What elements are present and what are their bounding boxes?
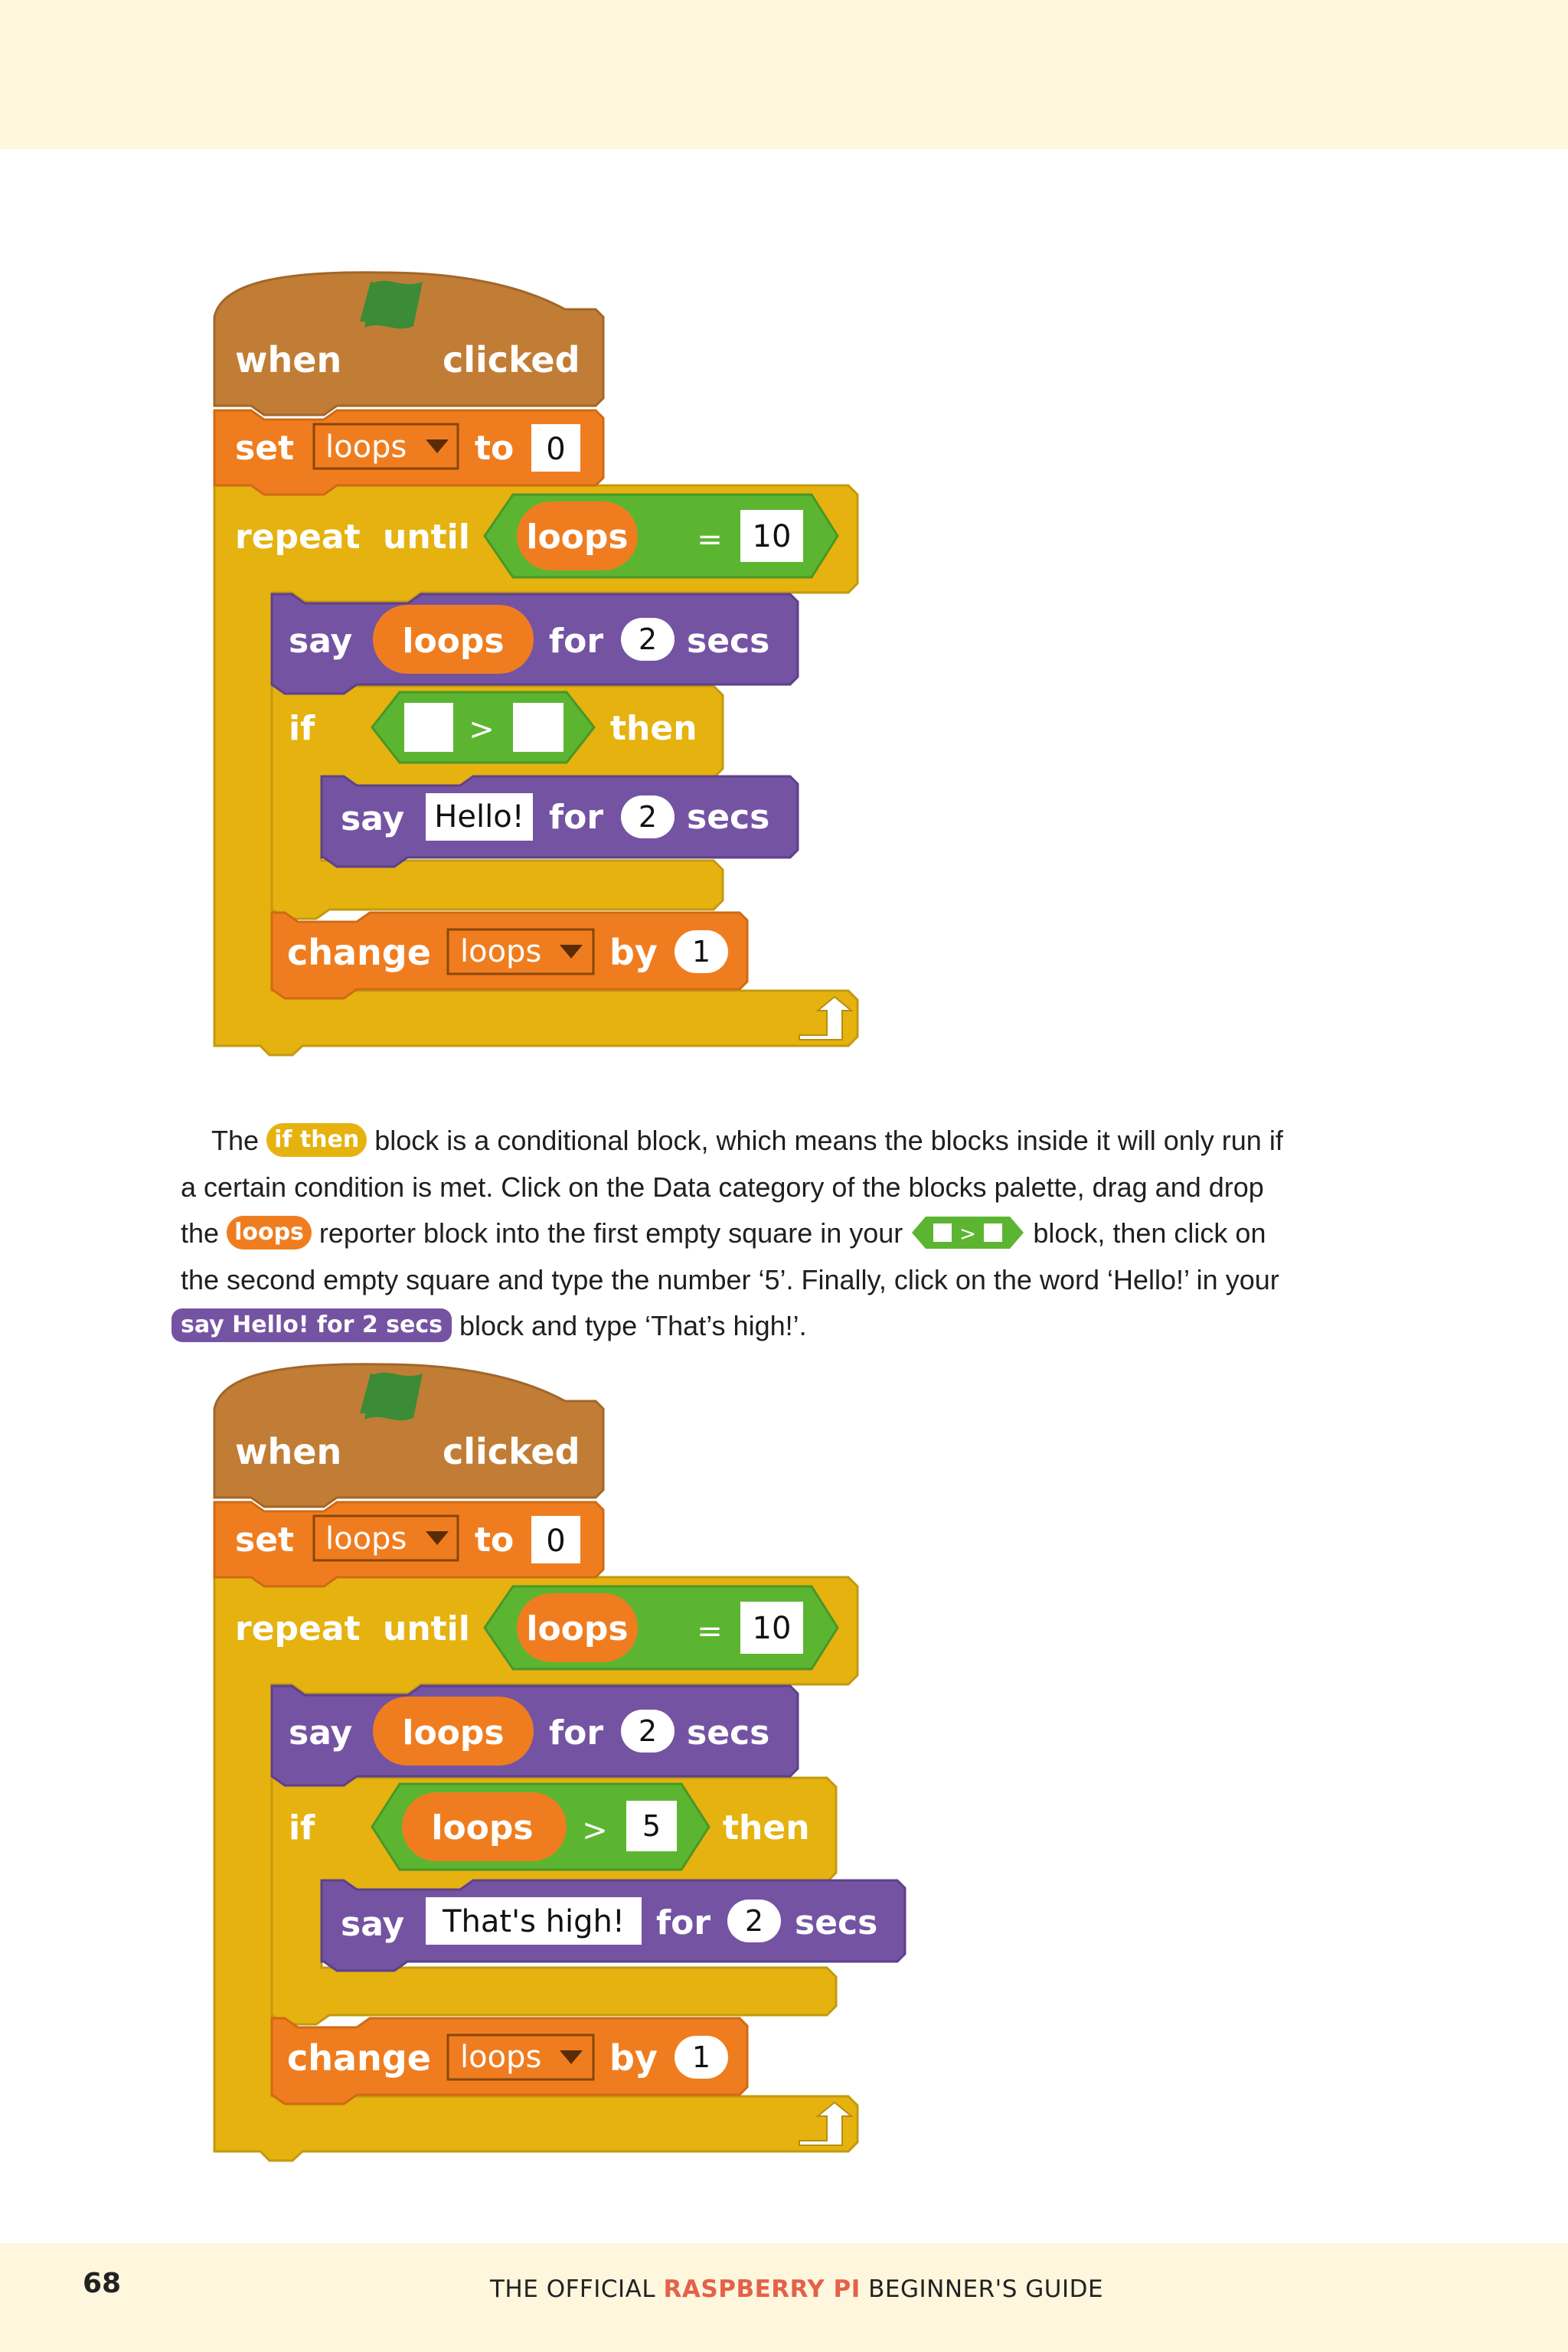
say-thats-high-block[interactable] [322, 1880, 905, 1971]
greater-than-condition[interactable] [372, 692, 594, 763]
say-secs-value: 2 [638, 622, 658, 656]
by-label: by [609, 2037, 658, 2079]
green-flag-icon [360, 1373, 423, 1420]
set-value: 0 [546, 1524, 566, 1559]
footer-title: THE OFFICIAL RASPBERRY PI BEGINNER'S GUIDE [490, 2275, 1104, 2303]
say-secs-value: 2 [638, 800, 658, 834]
greater-symbol: > [469, 712, 495, 747]
change-label: change [287, 2037, 431, 2079]
loops-reporter-label: loops [526, 518, 629, 557]
paragraph-line-4: the second empty square and type the number ‘5’. Finally, click on the word ‘Hello!’ in your [181, 1263, 1279, 1295]
paragraph-line-1: The if then block is a conditional block, which means the blocks inside it will only run if [211, 1125, 1283, 1156]
set-variable-block[interactable] [214, 1502, 603, 1586]
until-label: until [383, 1609, 470, 1648]
equals-condition[interactable] [485, 1586, 838, 1669]
repeat-label: repeat [235, 1609, 361, 1648]
paragraph-line-5: say Hello! for 2 secs block and type ‘That’s high!’. [172, 1303, 807, 1350]
equals-symbol: = [697, 522, 723, 557]
greater-than-condition[interactable] [372, 1784, 709, 1870]
say-label: say [289, 622, 353, 661]
variable-dropdown-label: loops [325, 1521, 407, 1557]
until-label: until [383, 518, 470, 557]
loops-reporter-label: loops [402, 1713, 505, 1753]
say-loops-block[interactable] [272, 1686, 798, 1785]
variable-dropdown-label: loops [460, 2040, 542, 2075]
greater-than-chip [910, 1215, 1025, 1250]
change-label: change [287, 932, 431, 973]
when-label: when [235, 339, 342, 381]
if-label: if [289, 1808, 315, 1847]
secs-label: secs [687, 622, 770, 661]
say-hello-block[interactable] [322, 776, 798, 867]
to-label: to [475, 429, 514, 468]
secs-label: secs [795, 1903, 878, 1942]
when-flag-clicked-block[interactable] [214, 273, 603, 415]
when-label: when [235, 1431, 342, 1472]
variable-dropdown-label: loops [325, 430, 407, 465]
say-loops-block[interactable] [272, 594, 798, 694]
equals-symbol: = [697, 1614, 723, 1649]
say-secs-value: 2 [638, 1714, 658, 1748]
compare-value: 5 [642, 1809, 662, 1843]
loops-chip: loops [227, 1216, 312, 1250]
loops-reporter-label: loops [526, 1609, 629, 1648]
equals-condition[interactable] [485, 495, 838, 577]
change-by-value: 1 [691, 935, 711, 969]
clicked-label: clicked [443, 339, 580, 381]
if-then-chip: if then [266, 1123, 367, 1157]
until-value: 10 [752, 519, 792, 554]
for-label: for [656, 1903, 711, 1942]
header-band [0, 0, 1568, 149]
say-label: say [341, 1905, 405, 1944]
paragraph-line-3: the loops reporter block into the first empty square in your > block, then click on [181, 1210, 1266, 1257]
say-text-value: Hello! [434, 799, 524, 835]
change-variable-block[interactable] [272, 913, 747, 998]
when-flag-clicked-block[interactable] [214, 1364, 603, 1507]
footer-brand: RASPBERRY PI [663, 2275, 861, 2303]
paragraph-line-2: a certain condition is met. Click on the Data category of the blocks palette, drag and drop [181, 1171, 1264, 1203]
variable-dropdown-label: loops [460, 934, 542, 969]
for-label: for [549, 798, 604, 837]
until-value: 10 [752, 1611, 792, 1646]
repeat-label: repeat [235, 518, 361, 557]
for-label: for [549, 1713, 604, 1753]
say-secs-value: 2 [744, 1904, 764, 1938]
then-label: then [723, 1808, 810, 1847]
loops-reporter-label: loops [402, 622, 505, 661]
set-label: set [235, 429, 295, 468]
change-by-value: 1 [691, 2040, 711, 2074]
page-number: 68 [83, 2268, 122, 2299]
say-label: say [341, 799, 405, 838]
greater-symbol: > [582, 1813, 608, 1848]
for-label: for [549, 622, 604, 661]
say-label: say [289, 1713, 353, 1753]
secs-label: secs [687, 798, 770, 837]
change-variable-block[interactable] [272, 2018, 747, 2104]
say-hello-chip: say Hello! for 2 secs [172, 1308, 452, 1342]
then-label: then [610, 709, 697, 748]
set-label: set [235, 1521, 295, 1560]
clicked-label: clicked [443, 1431, 580, 1472]
by-label: by [609, 932, 658, 973]
set-value: 0 [546, 432, 566, 467]
if-label: if [289, 709, 315, 748]
to-label: to [475, 1521, 514, 1560]
right-operand-input[interactable] [513, 703, 564, 752]
svg-text:>: > [959, 1223, 977, 1246]
say-text-value: That's high! [443, 1904, 625, 1939]
green-flag-icon [360, 281, 423, 328]
left-operand-input[interactable] [404, 703, 453, 752]
secs-label: secs [687, 1713, 770, 1753]
set-variable-block[interactable] [214, 410, 603, 495]
loops-reporter-label: loops [431, 1808, 534, 1847]
